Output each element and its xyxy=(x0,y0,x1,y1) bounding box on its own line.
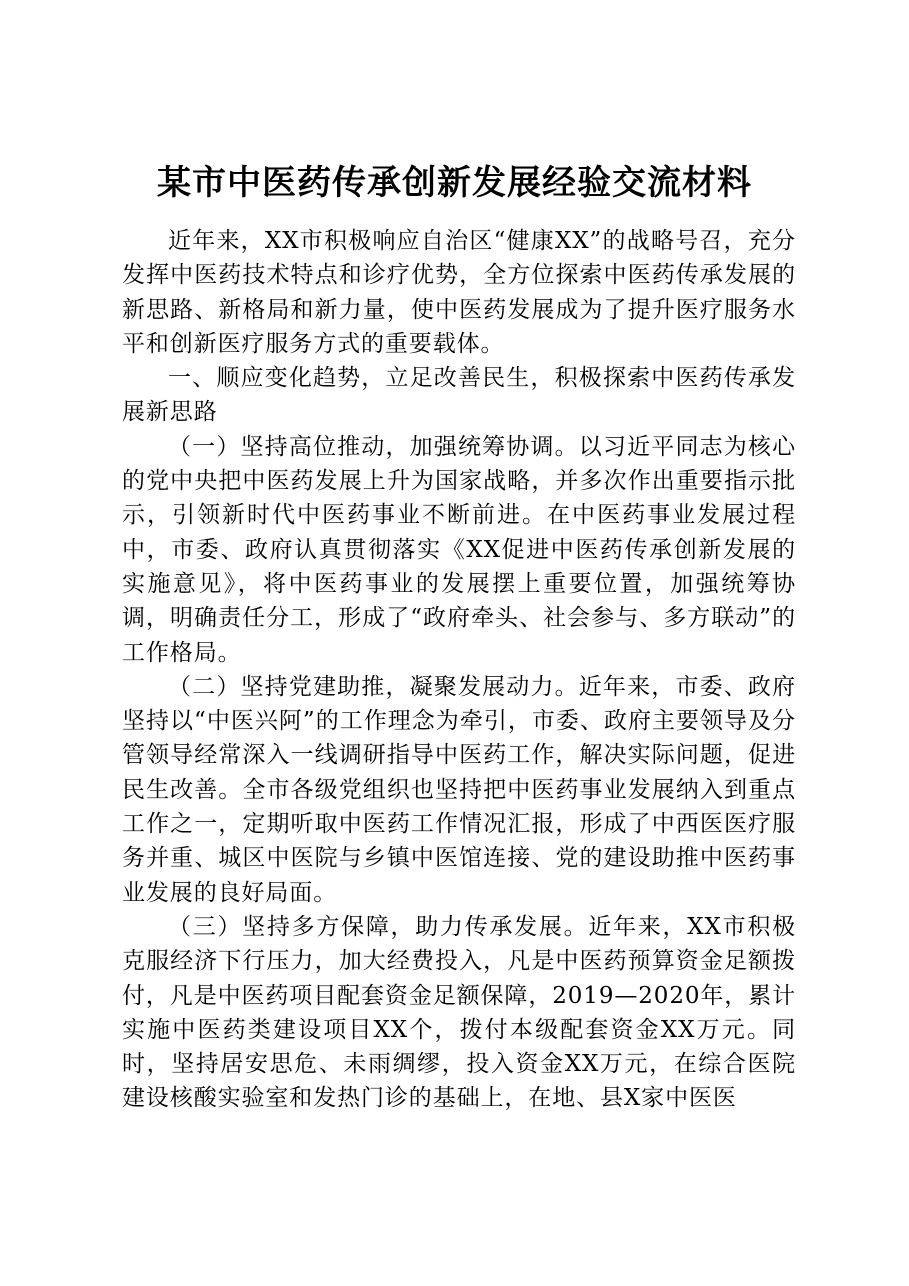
paragraph-intro: 近年来，XX市积极响应自治区“健康XX”的战略号召，充分发挥中医药技术特点和诊疗优势，全方位探索中医药传承发展的新思路、新格局和新力量，使中医药发展成为了提升医疗服务水平和创新医疗服务方式的重要载体。 xyxy=(122,228,796,357)
paragraph-item-3: （三）坚持多方保障，助力传承发展。近年来，XX市积极克服经济下行压力，加大经费投入，凡是中医药预算资金足额拨付，凡是中医药项目配套资金足额保障，2019—2020年，累计实施中医药类建设项目XX个，拨付本级配套资金XX万元。同时，坚持居安思危、未雨绸缪，投入资金XX万元，在综合医院建设核酸实验室和发热门诊的基础上，在地、县X家中医医 xyxy=(122,913,796,1112)
section-heading-1: 一、顺应变化趋势，立足改善民生，积极探索中医药传承发展新思路 xyxy=(122,365,796,426)
document-body xyxy=(122,224,796,1116)
paragraph-item-1: （一）坚持高位推动，加强统筹协调。以习近平同志为核心的党中央把中医药发展上升为国家战略，并多次作出重要指示批示，引领新时代中医药事业不断前进。在中医药事业发展过程中，市委、政府认真贯彻落实《XX促进中医药传承创新发展的实施意见》，将中医药事业的发展摆上重要位置，加强统筹协调，明确责任分工，形成了“政府牵头、社会参与、多方联动”的工作格局。 xyxy=(122,433,796,666)
document-title: 某市中医药传承创新发展经验交流材料 xyxy=(157,163,752,203)
paragraph-item-2: （二）坚持党建助推，凝聚发展动力。近年来，市委、政府坚持以“中医兴阿”的工作理念为牵引，市委、政府主要领导及分管领导经常深入一线调研指导中医药工作，解决实际问题，促进民生改善。全市各级党组织也坚持把中医药事业发展纳入到重点工作之一，定期听取中医药工作情况汇报，形成了中西医医疗服务并重、城区中医院与乡镇中医馆连接、党的建设助推中医药事业发展的良好局面。 xyxy=(122,673,796,906)
